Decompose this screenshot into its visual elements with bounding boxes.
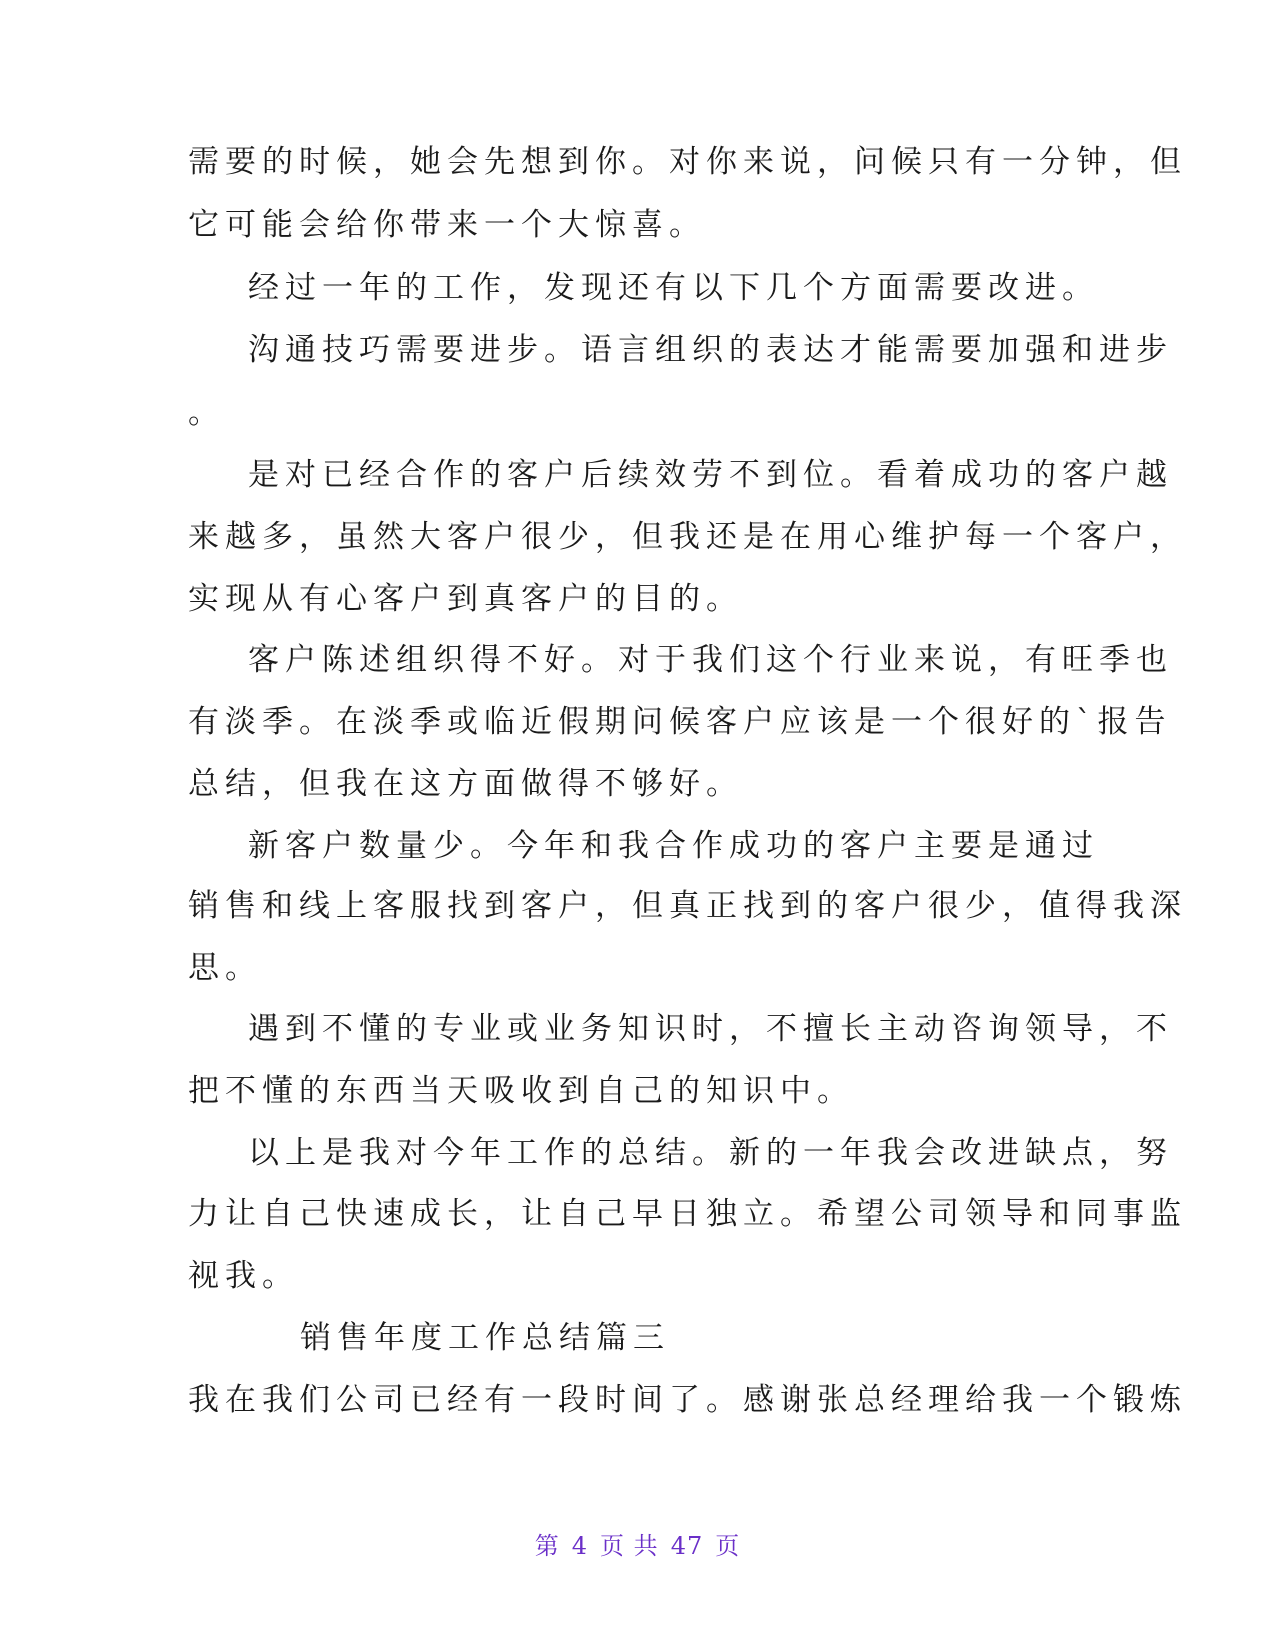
body-line: 客户陈述组织得不好。对于我们这个行业来说，有旺季也 [248,642,1173,678]
body-line: 需要的时候，她会先想到你。对你来说，问候只有一分钟，但 [188,144,1187,180]
body-line: 遇到不懂的专业或业务知识时，不擅长主动咨询领导，不 [248,1011,1173,1047]
footer-total-pages: 47 [670,1532,704,1560]
body-line: 它可能会给你带来一个大惊喜。 [188,207,706,243]
body-line: 以上是我对今年工作的总结。新的一年我会改进缺点，努 [248,1135,1173,1171]
body-line: 我在我们公司已经有一段时间了。感谢张总经理给我一个锻炼 [188,1382,1187,1418]
body-line: 来越多，虽然大客户很少，但我还是在用心维护每一个客户， [188,519,1187,555]
body-line: 沟通技巧需要进步。语言组织的表达才能需要加强和进步 [248,332,1173,368]
footer-prefix: 第 [534,1532,560,1560]
footer-page-number: 4 [571,1532,589,1560]
footer-suffix: 页 [715,1532,741,1560]
body-line: 视我。 [188,1258,299,1294]
body-line: 力让自己快速成长，让自己早日独立。希望公司领导和同事监 [188,1196,1187,1232]
body-line: 是对已经合作的客户后续效劳不到位。看着成功的客户越 [248,457,1173,493]
page-footer [0,1526,1275,1561]
body-line: 把不懂的东西当天吸收到自己的知识中。 [188,1073,854,1109]
body-line: 实现从有心客户到真客户的目的。 [188,581,743,617]
body-line: 销售和线上客服找到客户，但真正找到的客户很少，值得我深 [188,888,1187,924]
body-line: 经过一年的工作，发现还有以下几个方面需要改进。 [248,270,1099,306]
body-line: 思。 [188,950,262,986]
body-line: 有淡季。在淡季或临近假期问候客户应该是一个很好的`报告 [188,704,1172,740]
body-line: 新客户数量少。今年和我合作成功的客户主要是通过 [248,828,1099,864]
section-heading: 销售年度工作总结篇三 [300,1320,670,1356]
body-line: 总结，但我在这方面做得不够好。 [188,766,743,802]
body-line: 。 [188,395,225,431]
footer-middle: 页 共 [600,1532,659,1560]
